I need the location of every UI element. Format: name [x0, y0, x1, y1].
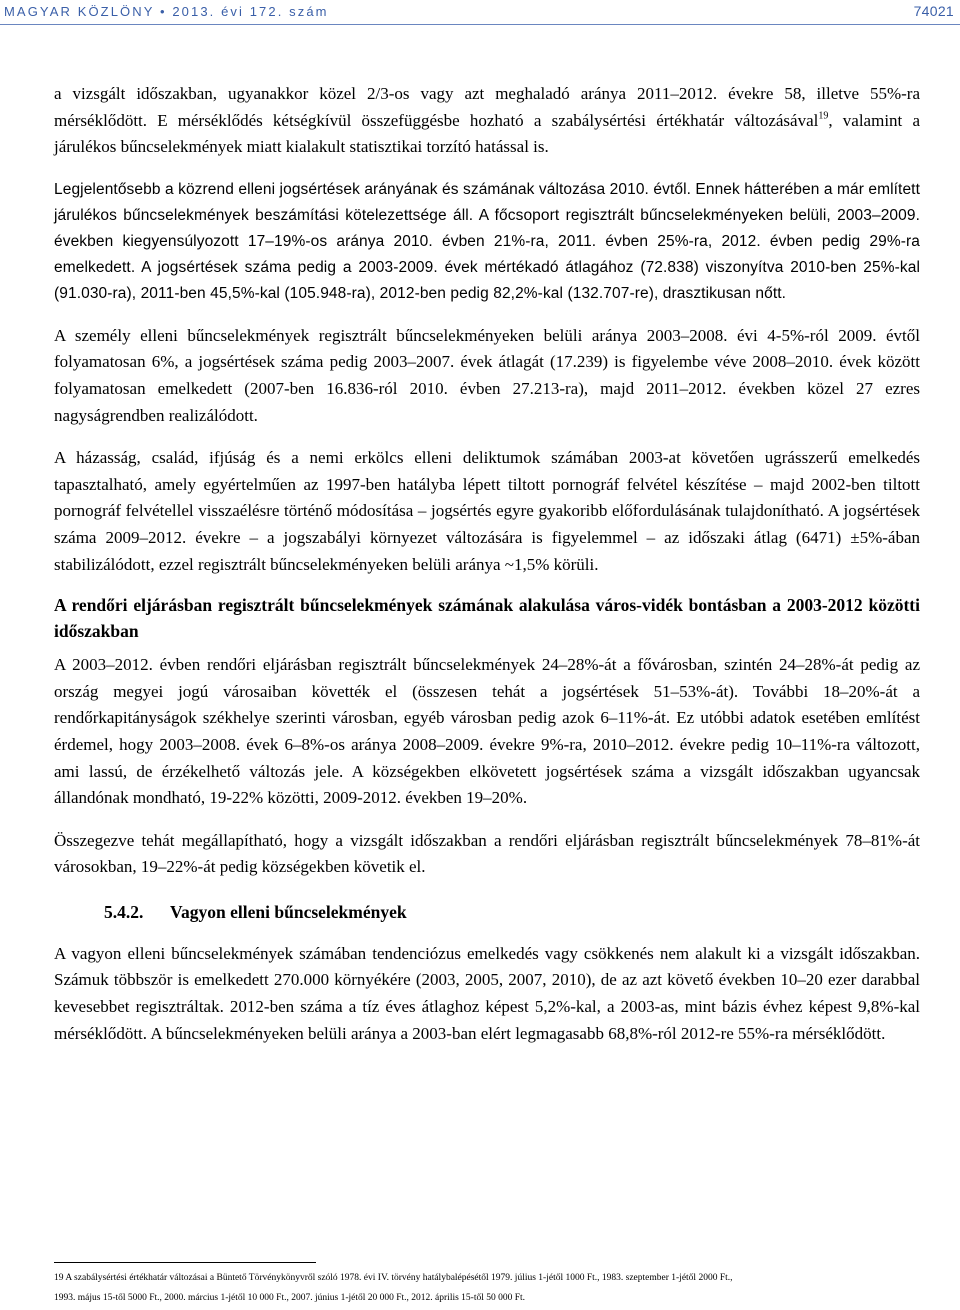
- section-number: 5.4.2.: [104, 901, 144, 922]
- footnote-divider: [54, 1262, 316, 1263]
- section-heading: [54, 899, 920, 925]
- document-body: [54, 81, 920, 1047]
- paragraph-2: Legjelentősebb a közrend elleni jogsértések arányának és számának változása 2010. évtől. Ennek hátterében a már említett járulékos bűncselekmények beszámítási kötelezettsége áll. A főcsoport regisztrált bűncselekményeken belüli, 2003–2009. években kiegyensúlyozott 17–19%-os aránya 2010. évben 21%-ra, 2011. évben 25%-ra, 2012. évben pedig 29%-ra emelkedett. A jogsértések száma pedig a 2003-2009. évek mértékadó átlagához (72.838) viszonyítva 2010-ben 25%-kal (91.030-ra), 2011-ben 45,5%-kal (105.948-ra), 2012-ben pedig 82,2%-kal (132.707-re), drasztikusan nőtt.: [54, 180, 920, 302]
- journal-title: MAGYAR KÖZLÖNY • 2013. évi 172. szám: [4, 4, 329, 19]
- paragraph-1-text: a vizsgált időszakban, ugyanakkor közel 2/3-os vagy azt meghaladó aránya 2011–2012. évekre 58, illetve 55%-ra mérséklődött. E mérséklődés kétségkívül összefüggésbe hozható a szabálysértési értékhatár változásával: [54, 84, 920, 130]
- footnote-ref[interactable]: 19: [818, 110, 829, 122]
- section-title: Vagyon elleni bűncselekmények: [170, 901, 407, 922]
- footnote: [54, 1268, 920, 1308]
- paragraph-5: A 2003–2012. évben rendőri eljárásban regisztrált bűncselekmények 24–28%-át a fővárosban, szintén 24–28%-át pedig az ország megyei jogú városaiban követték el (összesen tehát a jogsértések 51–53%-át). További 18–20%-át a rendőrkapitányságok székhelye szerinti városban, egyéb városban pedig azok 6–11%-át. Ez utóbbi adatok esetében említést érdemel, hogy 2003–2008. évek 6–8%-os aránya 2008–2009. évekre 9%-ra, 2010–2012. évekre pedig 10–11%-ra változott, ami lassú, de érzékelhető változás jele. A községekben elkövetett jogsértések száma a vizsgált időszakban ugyancsak állandónak mondható, 19-22% közötti, 2009-2012. években 19–20%.: [54, 655, 920, 808]
- footnote-line-1: 19 A szabálysértési értékhatár változásai a Büntető Törvénykönyvről szóló 1978. évi IV. törvény hatálybalépésétől 1979. július 1-jétől 1000 Ft., 1983. szeptember 1-jétől 2000 Ft.,: [54, 1273, 733, 1283]
- header-divider: [0, 24, 960, 25]
- subheading-city-rural: A rendőri eljárásban regisztrált bűncselekmények számának alakulása város-vidék bontásban a 2003-2012 közötti időszakban: [54, 595, 920, 642]
- paragraph-1: [54, 81, 920, 161]
- paragraph-3: A személy elleni bűncselekmények regisztrált bűncselekményeken belüli aránya 2003–2008. évi 4-5%-ról 2009. évtől folyamatosan 6%, a jogsértések száma pedig 2003–2007. évek átlagát (17.239) is figyelembe véve 2008–2010. évek között folyamatosan emelkedett (2007-ben 16.836-ról 2010. évben 27.213-ra), majd 2011–2012. években közel 27 ezres nagyságrendben realizálódott.: [54, 325, 920, 425]
- paragraph-1-tail: , valamint a járulékos bűncselekmények miatt kialakult statisztikai torzító hatással is.: [54, 110, 920, 157]
- page-number: 74021: [913, 3, 954, 19]
- footnote-line-2: 1993. május 15-től 5000 Ft., 2000. március 1-jétől 10 000 Ft., 2007. június 1-jétől 20 000 Ft., 2012. április 15-től 50 000 Ft.: [54, 1293, 526, 1303]
- paragraph-6: Összegezve tehát megállapítható, hogy a vizsgált időszakban a rendőri eljárásban regisztrált bűncselekmények 78–81%-át városokban, 19–22%-át pedig községekben követik el.: [54, 830, 920, 877]
- paragraph-4: A házasság, család, ifjúság és a nemi erkölcs elleni deliktumok számában 2003-at követően ugrásszerű emelkedés tapasztalható, amely egyértelműen az 1997-ben hatályba lépett tiltott pornográf felvétel készítése – majd 2002-ben tiltott pornográf felvétellel visszaélésre történő módosítása – jogsértés egyre gyakoribb előfordulásának tulajdonítható. A jogsértések száma 2009–2012. évekre – a jogszabályi környezet változására is figyelemmel – az időszaki átlag (6471) ±5%-ában stabilizálódott, ezzel regisztrált bűncselekményeken belüli aránya ~1,5% körüli.: [54, 448, 920, 574]
- paragraph-7: A vagyon elleni bűncselekmények számában tendenciózus emelkedés vagy csökkenés nem alakult ki a vizsgált időszakban. Számuk többször is emelkedett 270.000 környékére (2003, 2005, 2007, 2010), de az azt követő években 10–20 ezer darabbal kevesebbet regisztráltak. 2012-ben száma a tíz éves átlaghoz képest 5,2%-kal, a 2003-as, mint bázis évhez képest 9,8%-kal mérséklődött. A bűncselekményeken belüli aránya a 2003-ban elért legmagasabb 68,8%-ról 2012-re 55%-ra mérséklődött.: [54, 943, 920, 1043]
- page-header: [0, 0, 960, 26]
